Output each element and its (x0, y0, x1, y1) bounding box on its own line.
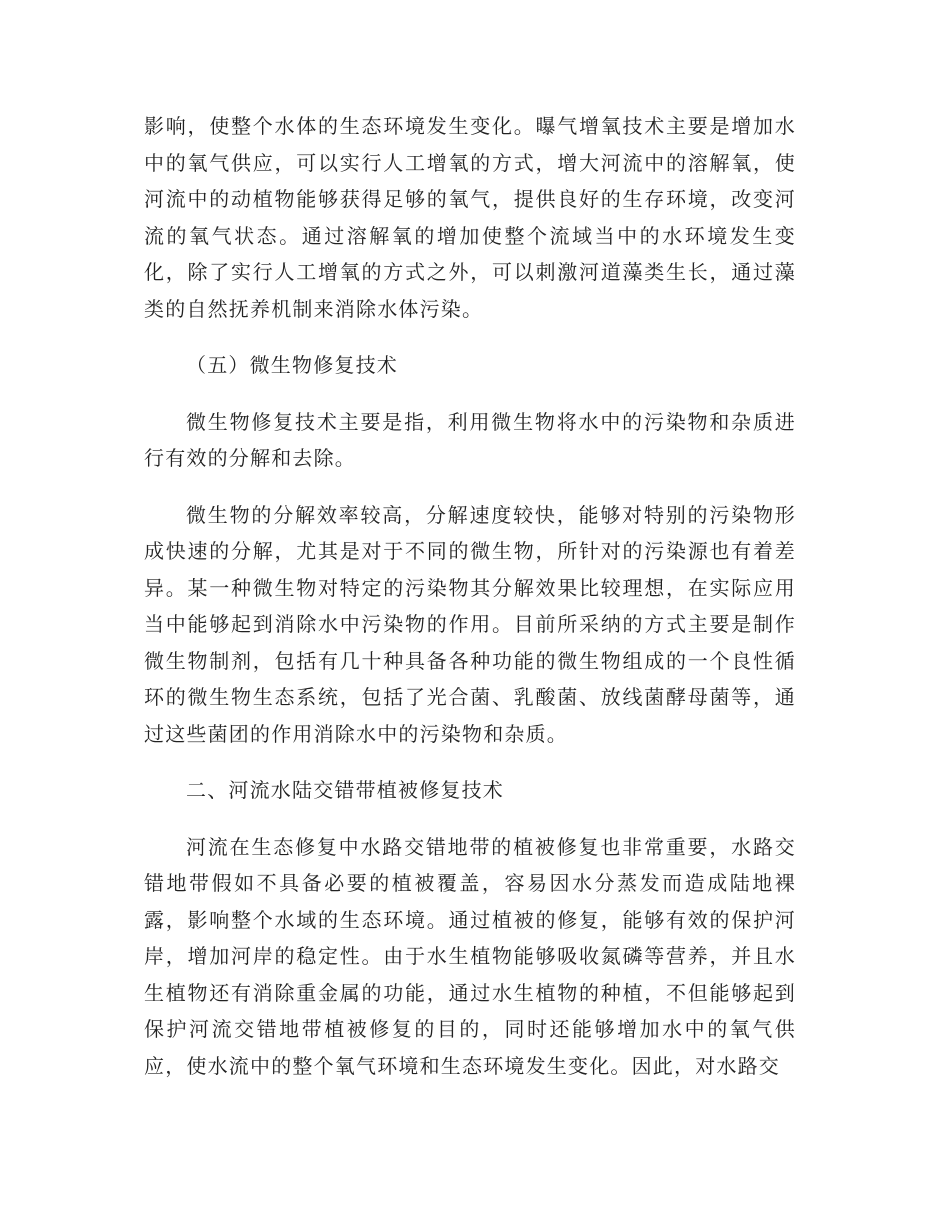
paragraph-gap (144, 752, 796, 772)
paragraph-microbial-definition: 微生物修复技术主要是指，利用微生物将水中的污染物和杂质进行有效的分解和去除。 (144, 409, 796, 470)
paragraph-gap (144, 384, 796, 404)
paragraph-gap (144, 327, 796, 347)
document-body (144, 108, 796, 1084)
paragraph-gap (144, 809, 796, 829)
section-heading-riparian-vegetation: 二、河流水陆交错带植被修复技术 (186, 778, 504, 802)
paragraph-riparian-vegetation: 河流在生态修复中水路交错地带的植被修复也非常重要，水路交错地带假如不具备必要的植被覆盖，容易因水分蒸发而造成陆地裸露，影响整个水域的生态环境。通过植被的修复，能够有效的保护河岸，增加河岸的稳定性。由于水生植物能够吸收氮磷等营养，并且水生植物还有消除重金属的功能，通过水生植物的种植，不但能够起到保护河流交错地带植被修复的目的，同时还能够增加水中的氧气供应，使水流中的整个氧气环境和生态环境发生变化。因此，对水路交 (144, 834, 796, 1078)
paragraph-continuation: 影响，使整个水体的生态环境发生变化。曝气增氧技术主要是增加水中的氧气供应，可以实行人工增氧的方式，增大河流中的溶解氧，使河流中的动植物能够获得足够的氧气，提供良好的生存环境，改变河流的氧气状态。通过溶解氧的增加使整个流域当中的水环境发生变化，除了实行人工增氧的方式之外，可以刺激河道藻类生长，通过藻类的自然抚养机制来消除水体污染。 (144, 114, 796, 321)
section-heading-microbial-remediation: （五）微生物修复技术 (186, 353, 398, 377)
paragraph-gap (144, 477, 796, 497)
paragraph-microbial-efficiency: 微生物的分解效率较高，分解速度较快，能够对特别的污染物形成快速的分解，尤其是对于不同的微生物，所针对的污染源也有着差异。某一种微生物对特定的污染物其分解效果比较理想，在实际应用当中能够起到消除水中污染物的作用。目前所采纳的方式主要是制作微生物制剂，包括有几十种具备各种功能的微生物组成的一个良性循环的微生物生态系统，包括了光合菌、乳酸菌、放线菌酵母菌等，通过这些菌团的作用消除水中的污染物和杂质。 (144, 502, 796, 746)
